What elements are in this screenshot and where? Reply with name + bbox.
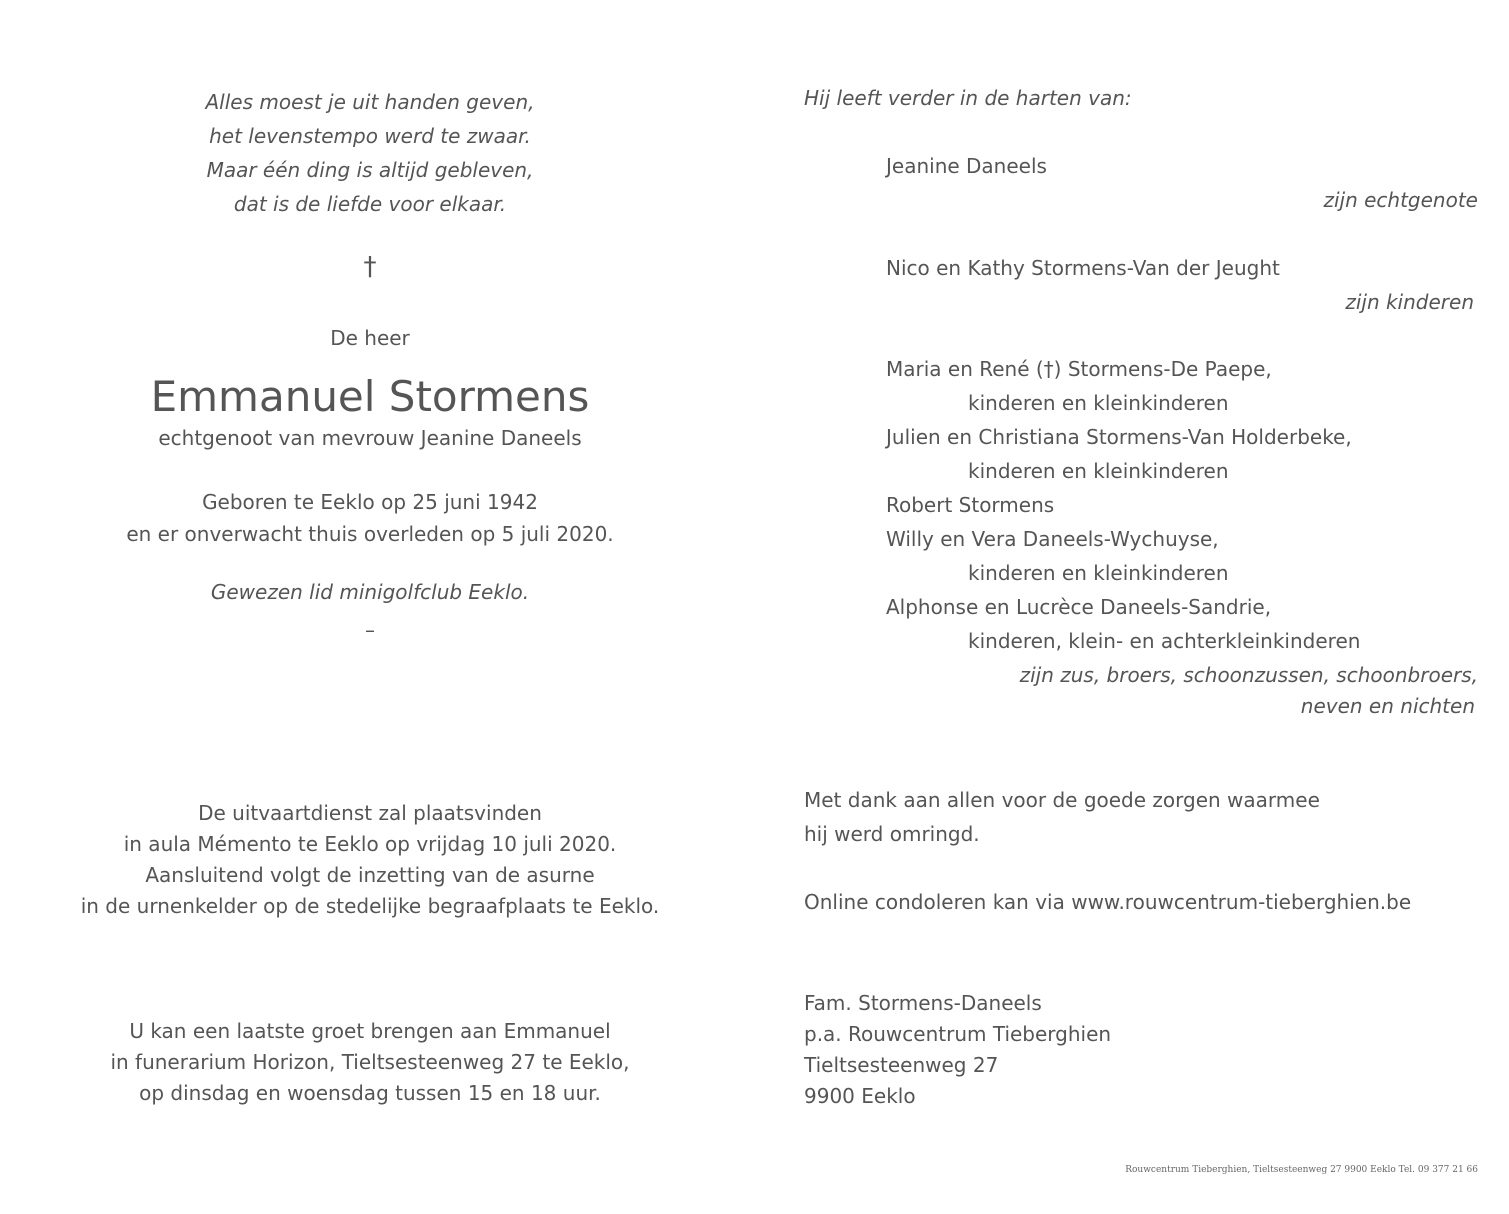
sibling-entry: Robert Stormens: [886, 493, 1055, 517]
sibling-entry: Alphonse en Lucrèce Daneels-Sandrie,: [886, 595, 1272, 619]
siblings-relation: zijn zus, broers, schoonzussen, schoonbroers,: [1019, 663, 1478, 687]
poem-line: dat is de liefde voor elkaar.: [233, 192, 507, 216]
visit-line: op dinsdag en woensdag tussen 15 en 18 uur.: [139, 1081, 601, 1105]
funeral-line: in de urnenkelder op de stedelijke begraafplaats te Eeklo.: [80, 894, 660, 918]
funeral-line: Aansluitend volgt de inzetting van de asurne: [145, 863, 595, 887]
children-relation: zijn kinderen: [1345, 290, 1474, 314]
birth-line: Geboren te Eeklo op 25 juni 1942: [202, 490, 538, 514]
poem: [70, 85, 670, 221]
visit-line: in funerarium Horizon, Tieltsesteenweg 27 te Eeklo,: [110, 1050, 630, 1074]
poem-line: Maar één ding is altijd gebleven,: [206, 158, 534, 182]
sibling-descendants: kinderen en kleinkinderen: [968, 459, 1229, 483]
family-heading: Hij leeft verder in de harten van:: [804, 86, 1132, 110]
sibling-descendants: kinderen en kleinkinderen: [968, 391, 1229, 415]
sibling-entry: Julien en Christiana Stormens-Van Holderbeke,: [886, 425, 1352, 449]
death-line: en er onverwacht thuis overleden op 5 juli 2020.: [126, 522, 614, 546]
cross-icon: †: [363, 252, 377, 282]
thanks-line: hij werd omringd.: [804, 822, 980, 846]
address-line: Tieltsesteenweg 27: [804, 1053, 999, 1077]
birth-death-info: [70, 486, 670, 550]
deceased-name: Emmanuel Stormens: [150, 372, 590, 421]
online-condolence: Online condoleren kan via www.rouwcentrum-tieberghien.be: [804, 890, 1412, 914]
poem-line: het levenstempo werd te zwaar.: [209, 124, 531, 148]
siblings-relation-cont: neven en nichten: [1300, 694, 1475, 718]
membership: Gewezen lid minigolfclub Eeklo.: [210, 580, 530, 604]
thanks-line: Met dank aan allen voor de goede zorgen waarmee: [804, 788, 1320, 812]
funeral-info: [70, 798, 670, 922]
address-line: Fam. Stormens-Daneels: [804, 991, 1042, 1015]
spouse-relation: zijn echtgenote: [1323, 188, 1478, 212]
deceased-title: De heer: [330, 326, 410, 350]
sibling-entry: Maria en René (†) Stormens-De Paepe,: [886, 357, 1272, 381]
visit-info: [70, 1016, 670, 1109]
divider-dash: –: [365, 618, 375, 642]
funeral-line: De uitvaartdienst zal plaatsvinden: [198, 801, 542, 825]
visit-line: U kan een laatste groet brengen aan Emmanuel: [129, 1019, 611, 1043]
printer-footer: Rouwcentrum Tieberghien, Tieltsesteenweg 27 9900 Eeklo Tel. 09 377 21 66: [1125, 1165, 1478, 1175]
address-line: p.a. Rouwcentrum Tieberghien: [804, 1022, 1112, 1046]
sibling-descendants: kinderen en kleinkinderen: [968, 561, 1229, 585]
sibling-entry: Willy en Vera Daneels-Wychuyse,: [886, 527, 1219, 551]
children-names: Nico en Kathy Stormens-Van der Jeught: [886, 256, 1280, 280]
deceased-spouse: echtgenoot van mevrouw Jeanine Daneels: [158, 426, 582, 450]
funeral-line: in aula Mémento te Eeklo op vrijdag 10 juli 2020.: [123, 832, 617, 856]
sibling-descendants: kinderen, klein- en achterkleinkinderen: [968, 629, 1361, 653]
address-line: 9900 Eeklo: [804, 1084, 916, 1108]
poem-line: Alles moest je uit handen geven,: [205, 90, 535, 114]
spouse-name: Jeanine Daneels: [886, 154, 1047, 178]
